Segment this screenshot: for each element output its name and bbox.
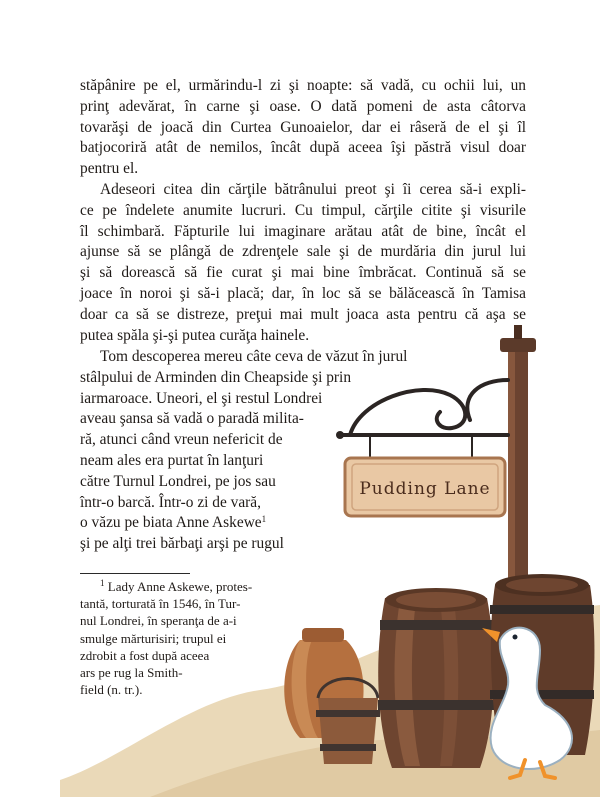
footnote-reference[interactable]: 1: [261, 514, 267, 525]
footnote-line: zdrobit a fost după aceea: [80, 647, 210, 663]
footnote-marker: 1: [100, 578, 105, 588]
text-line: neam ales era purtat în lanţuri: [80, 451, 264, 469]
text-line: o văzu pe biata Anne Askewe$^1$: [80, 514, 267, 532]
text-line: într-o barcă. Într-o zi de vară,: [80, 493, 261, 511]
text-line: îl schimbară. Făpturile lui imaginare arătau atât de bine, încât el: [80, 222, 526, 240]
footnote-line: nul Londrei, în speranţa de a-i: [80, 613, 237, 629]
footnote-line: smulge mărturisiri; trupul ei: [80, 630, 227, 646]
text-line: iarmaroace. Uneori, el şi restul Londrei: [80, 389, 323, 407]
text-line: Tom descoperea mereu câte ceva de văzut în jurul: [100, 348, 408, 365]
text-line: Adeseori citea din cărţile bătrânului preot şi îi cerea să-i expli-: [100, 181, 526, 198]
text-line: şi să dorească să fie curat şi mai bine îmbrăcat. Continuă să se: [80, 264, 526, 282]
text-line: tovarăşi de joacă din Curtea Gunoaielor, dar ei râseră de el şi îl: [80, 118, 526, 136]
text-line: ce pe îndelete anumite lucruri. Cu timpul, cărţile citite şi visurile: [80, 201, 526, 219]
text-line: ră, atunci când vreun nefericit de: [80, 431, 283, 449]
barrel-large: [378, 588, 494, 768]
text-line: putea spăla şi-şi putea curăţa hainele.: [80, 326, 310, 344]
text-line: prinţ adevărat, în carne şi oase. O dată pomeni de asta câtorva: [80, 97, 526, 115]
text-line: stăpânire pe el, urmărindu-l zi şi noapte: să vadă, cu ochii lui, un: [80, 77, 526, 94]
sign-label: Pudding Lane: [359, 479, 491, 499]
text-line: şi pe alţi trei bărbaţi arşi pe rugul: [80, 535, 284, 553]
footnote-line: tantă, torturată în 1546, în Tur-: [80, 596, 241, 612]
text-line: către Turnul Londrei, pe jos sau: [80, 472, 276, 490]
iron-bracket: [340, 380, 508, 435]
footnote-line: field (n. tr.).: [80, 682, 143, 698]
text-line: batjocoriră atât de nemilos, încât după aceea îşi păstră visul doar: [80, 139, 526, 157]
text-line: pentru el.: [80, 160, 139, 178]
text-line: joace în noroi şi să-i placă; dar, în loc să se bălăcească în Tamisa: [80, 284, 526, 302]
text-line: stâlpului de Arminden din Cheapside şi prin: [80, 368, 352, 386]
text-line: ajunse să se plângă de zdrenţele sale şi de murdăria din jurul lui: [80, 243, 526, 261]
footnote-line: $^1$ Lady Anne Askewe, protes-: [100, 578, 253, 594]
text-line: doar ca să se distreze, preţui mai mult joaca asta pentru că aşa se: [80, 305, 526, 323]
footnote-line: ars pe rug la Smith-: [80, 664, 183, 680]
text-line: aveau şansa să vadă o paradă milita-: [80, 410, 304, 428]
